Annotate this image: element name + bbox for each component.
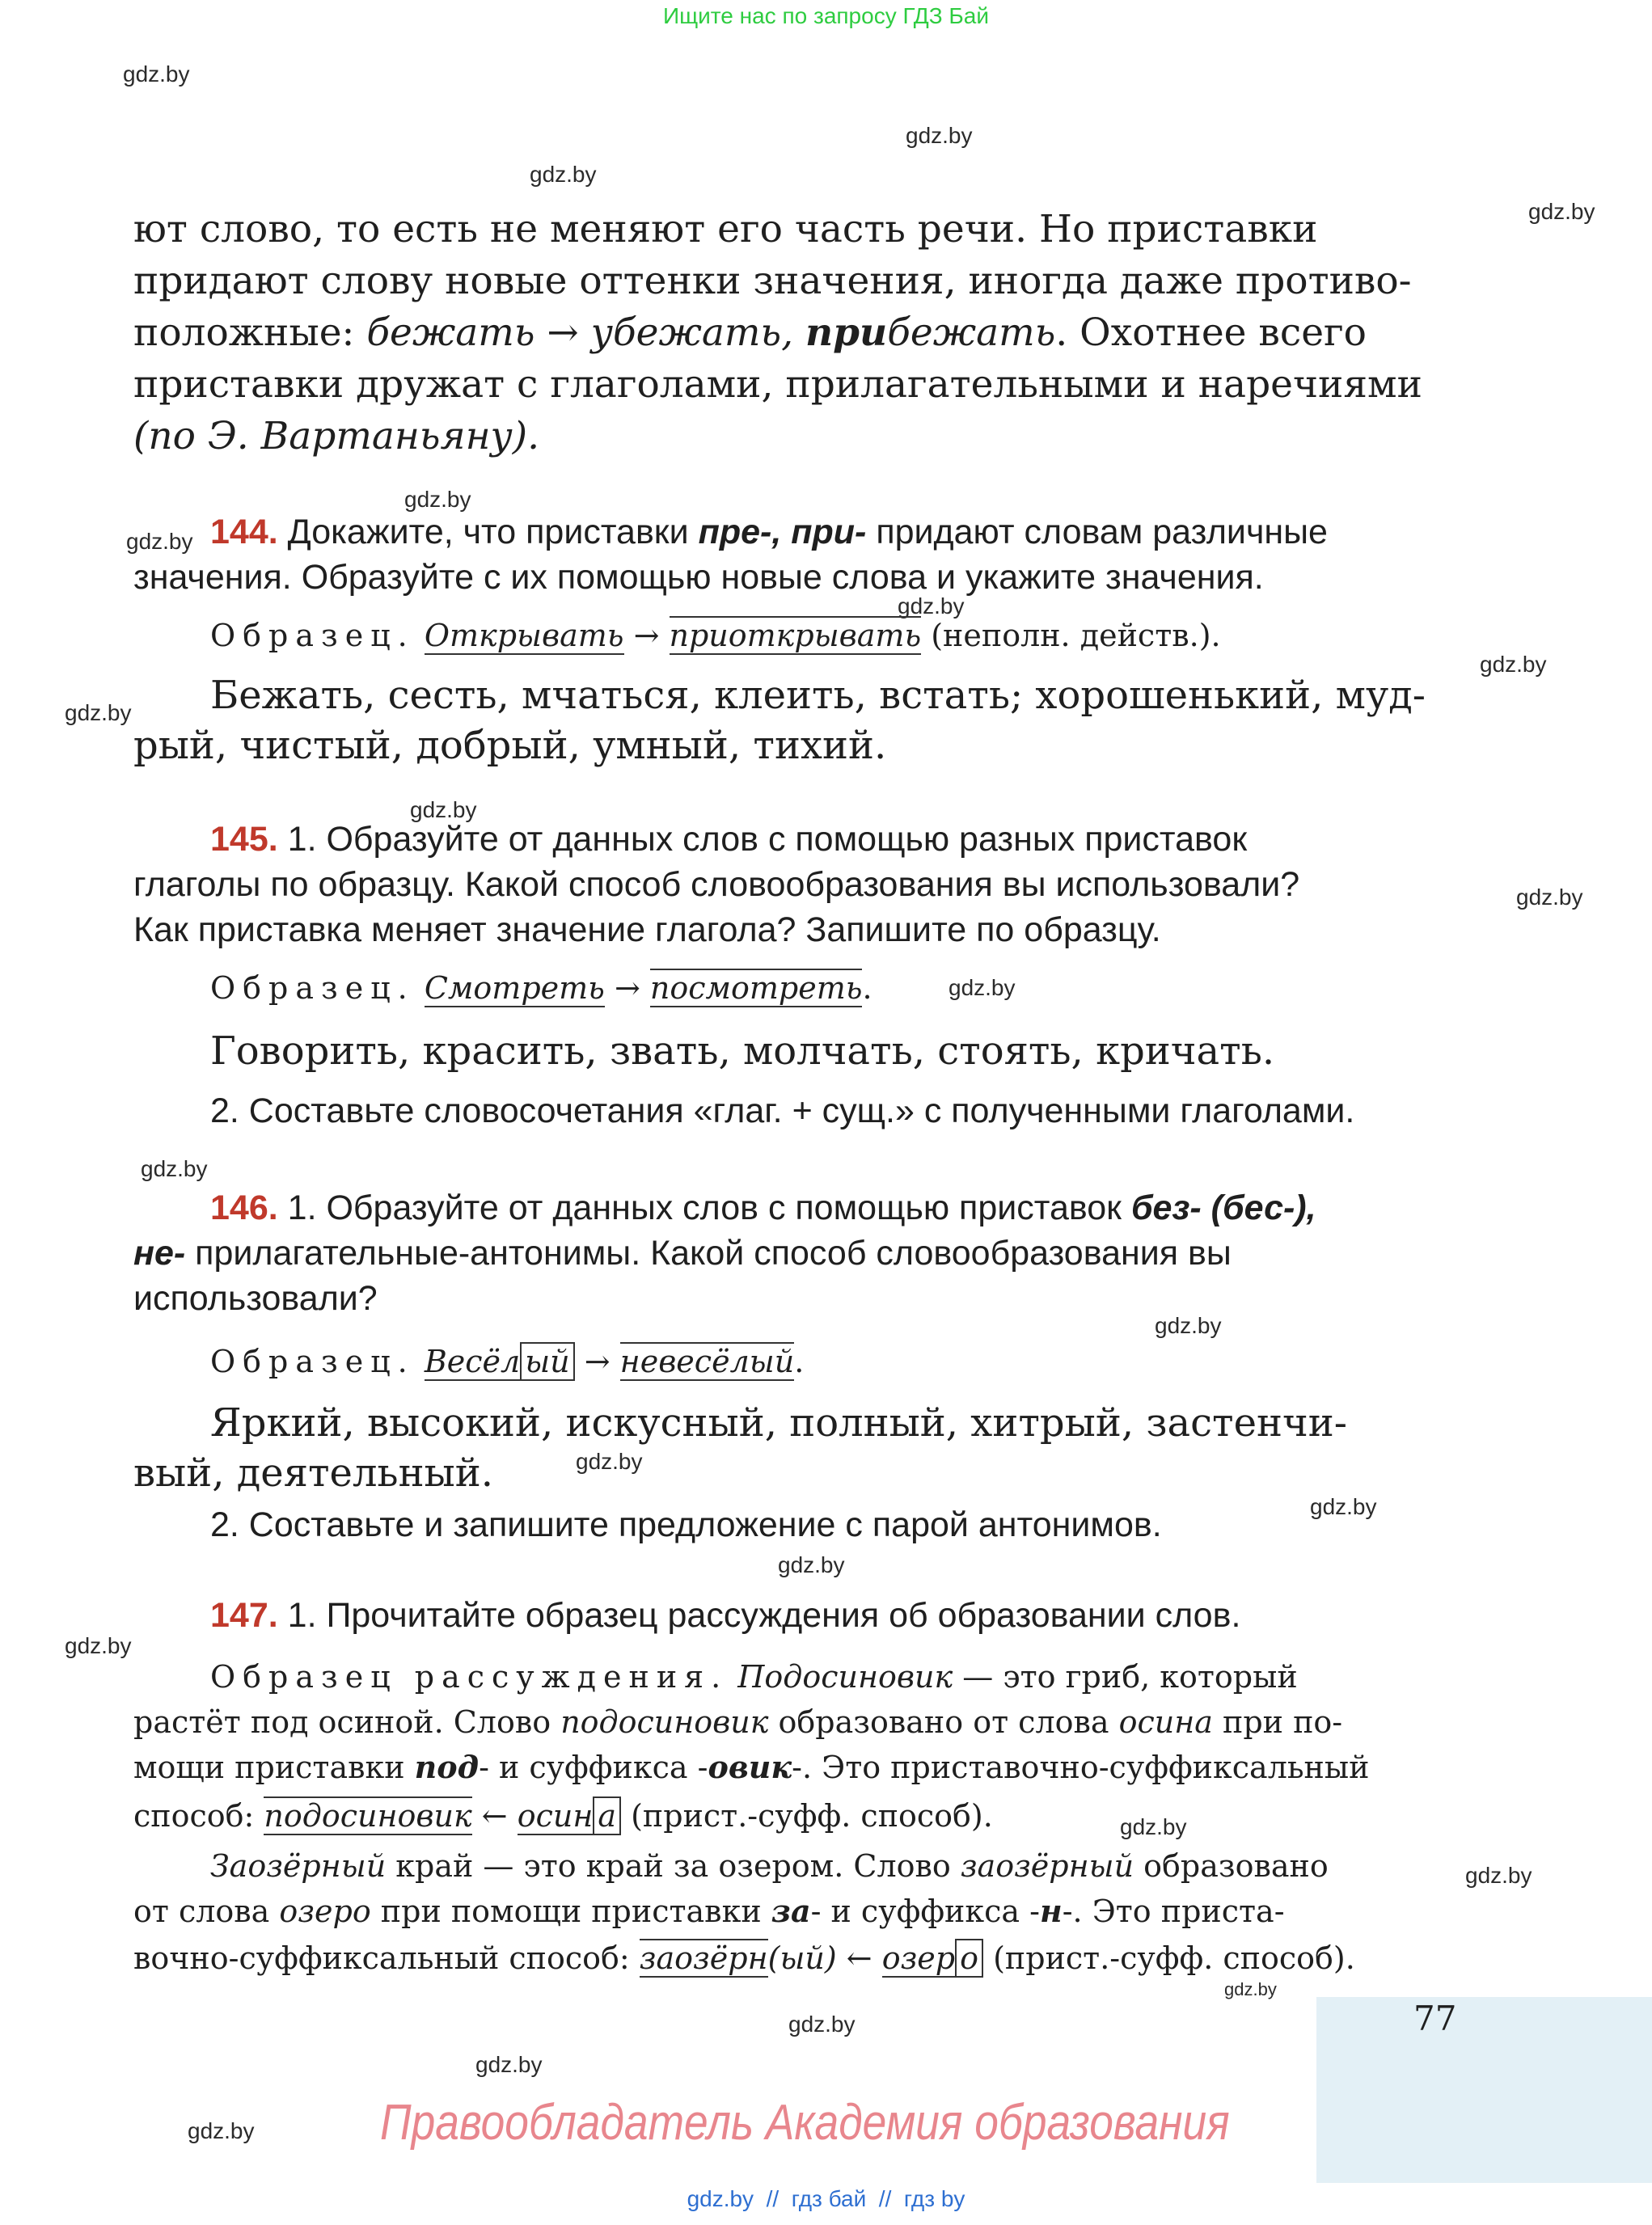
word-list: Говорить, красить, звать, молчать, стоять, кричать. [210,1028,1275,1074]
example-word: Заозёрный [210,1848,387,1884]
sample-line [210,1339,1460,1384]
watermark: gdz.by [1120,1814,1187,1839]
watermark: gdz.by [1310,1494,1377,1519]
text: вочно-суффиксальный способ: [133,1940,640,1976]
sample-word: подосиновик [264,1798,472,1834]
watermark: gdz.by [898,593,965,619]
example-prefix: при [805,310,888,355]
text: . [862,970,872,1006]
reasoning-line [210,1654,1460,1699]
example-word: заозёрный [960,1848,1134,1884]
sample-ending: о [955,1939,983,1978]
intro-line: приставки дружат с глаголами, прилагательными и наречиями [133,362,1422,407]
sample-label: Образец рассуждения. [210,1659,729,1695]
exercise-144-line: значения. Образуйте с их помощью новые слова и укажите значения. [133,558,1264,597]
example-suffix: овик [708,1749,792,1785]
sample-word: посмотреть [649,970,863,1006]
reasoning-line [133,1889,1460,1934]
exercise-145 [133,817,1460,1140]
exercise-145-line: глаголы по образцу. Какой способ словообразования вы использовали? [133,865,1300,904]
exercise-146-task2: 2. Составьте и запишите предложение с парой антонимов. [210,1505,1162,1544]
exercise-144 [133,509,1460,776]
text: Докажите, что приставки [277,513,699,551]
watermark: gdz.by [475,2052,543,2077]
watermark: gdz.by [1465,1863,1532,1888]
sample-label: Образец. [210,970,415,1006]
intro-line: придают слову новые оттенки значения, иногда даже противо- [133,259,1412,303]
watermark: gdz.by [123,61,190,87]
intro-paragraph [133,204,1460,471]
example-word: осина [1118,1704,1213,1740]
exercise-146-line: использовали? [133,1279,378,1318]
arrow: → [534,310,591,355]
exercise-144-line [210,509,1460,555]
example-prefix: за [771,1893,811,1929]
watermark: gdz.by [1224,1979,1277,1999]
example-word: бежать [366,310,535,355]
sample-label: Образец. [210,1344,415,1379]
sample-word: приоткрывать [669,618,922,653]
arrow: ← [471,1798,518,1834]
arrow: → [604,970,650,1006]
text: -. Это приставочно-суффиксальный [792,1750,1370,1785]
intro-source: (по Э. Вартаньяну). [133,414,540,458]
copyright-notice: Правообладатель Академия образования [380,2095,1230,2151]
sample-label: Образец. [210,618,415,653]
watermark: gdz.by [65,1633,132,1658]
watermark: gdz.by [576,1449,643,1474]
reasoning-line [133,1745,1460,1790]
example-prefix: под [414,1749,480,1785]
exercise-146-line [133,1231,1460,1276]
sample-line [210,613,1460,658]
reasoning-line [133,1936,1460,1981]
text: при по- [1212,1704,1343,1740]
watermark: gdz.by [1480,652,1547,677]
watermark: gdz.by [1528,199,1595,224]
sample-word: осин [517,1798,594,1834]
watermark: gdz.by [530,162,597,187]
reasoning-line [210,1843,1460,1889]
text: растёт под осиной. Слово [133,1704,561,1740]
text: 1. Прочитайте образец рассуждения об образовании слов. [277,1596,1241,1635]
arrow: ← [836,1940,882,1976]
example-word: убежать, [590,310,805,355]
exercise-146-line [210,1185,1460,1231]
sample-line [210,965,1460,1011]
text: 1. Образуйте от данных слов с помощью разных приставок [277,820,1248,859]
watermark: gdz.by [404,487,471,512]
exercise-146 [133,1185,1460,1544]
watermark: gdz.by [141,1156,208,1181]
page-number-box [1316,1997,1652,2183]
text: 1. Образуйте от данных слов с помощью приставок [277,1188,1131,1227]
exercise-number: 145. [210,820,278,859]
example-word: Подосиновик [728,1659,953,1695]
reasoning-line [133,1699,1460,1745]
highlight-prefixes: не- [133,1234,186,1273]
sample-ending: а [593,1796,621,1835]
highlight-prefixes: пре-, при- [698,513,867,551]
text: от слова [133,1894,280,1929]
exercise-145-task2: 2. Составьте словосочетания «глаг. + сущ.» с полученными глаголами. [210,1091,1355,1130]
example-word: озеро [279,1894,371,1929]
text: способ: [133,1798,264,1834]
word-list: вый, деятельный. [133,1450,494,1496]
watermark: gdz.by [788,2012,856,2037]
sample-word: озер [881,1940,956,1976]
text: положные: [133,310,367,355]
watermark: gdz.by [126,529,193,554]
text: мощи приставки [133,1750,415,1785]
header-banner: Ищите нас по запросу ГДЗ Бай [662,3,990,28]
watermark: gdz.by [188,2118,255,2143]
exercise-number: 144. [210,513,278,551]
exercise-147 [133,1593,1460,1981]
reasoning-line [133,1793,1460,1839]
sample-word: заозёрн [639,1940,768,1976]
watermark: gdz.by [1516,885,1583,910]
watermark: gdz.by [906,123,973,148]
text: край — это край за озером. Слово [386,1848,961,1884]
text: . Охотнее всего [1055,310,1367,355]
exercise-number: 146. [210,1188,278,1227]
intro-line [133,307,1460,359]
watermark: gdz.by [65,700,132,725]
sample-word: Открывать [424,618,624,653]
example-word: подосиновик [560,1704,769,1740]
sample-ending: (ый) [767,1940,837,1976]
intro-line: ют слово, то есть не меняют его часть речи. Но приставки [133,207,1318,251]
sample-word: невесёлый [619,1344,795,1379]
example-suffix: н [1040,1893,1063,1929]
text: -. Это приста- [1062,1894,1285,1929]
watermark: gdz.by [1155,1313,1222,1338]
text: — это гриб, который [953,1659,1298,1695]
text: при помощи приставки [370,1894,771,1929]
sample-ending: ый [520,1342,574,1381]
arrow: → [623,618,670,653]
text: (прист.-суфф. способ). [621,1798,993,1834]
text: - и суффикса - [810,1894,1040,1929]
text: придают словам различные [866,513,1328,551]
text: . [794,1344,805,1379]
word-list: Бежать, сесть, мчаться, клеить, встать; хорошенький, муд- [210,673,1426,718]
highlight-prefixes: без- (бес-), [1130,1188,1316,1227]
word-list: рый, чистый, добрый, умный, тихий. [133,723,887,768]
text: образовано от слова [768,1704,1119,1740]
arrow: → [574,1344,620,1379]
exercise-145-line [210,817,1460,862]
sample-word: Смотреть [424,970,605,1006]
watermark: gdz.by [410,797,477,822]
footer-links: gdz.by // гдз бай // гдз by [687,2186,965,2211]
page-number: 77 [1413,1999,1457,2038]
text: (прист.-суфф. способ). [983,1940,1355,1976]
word-list: Яркий, высокий, искусный, полный, хитрый, застенчи- [210,1400,1347,1446]
text: прилагательные-антонимы. Какой способ словообразования вы [185,1234,1232,1273]
exercise-145-line: Как приставка меняет значение глагола? Запишите по образцу. [133,910,1161,949]
watermark: gdz.by [778,1552,845,1577]
exercise-147-line [210,1593,1460,1638]
watermark: gdz.by [949,975,1016,1000]
exercise-number: 147. [210,1596,278,1635]
example-word: бежать [887,310,1056,355]
text: образовано [1134,1848,1329,1884]
sample-word: Весёл [424,1344,521,1379]
sample-note: (неполн. действ.). [921,618,1221,653]
text: - и суффикса - [479,1750,708,1785]
